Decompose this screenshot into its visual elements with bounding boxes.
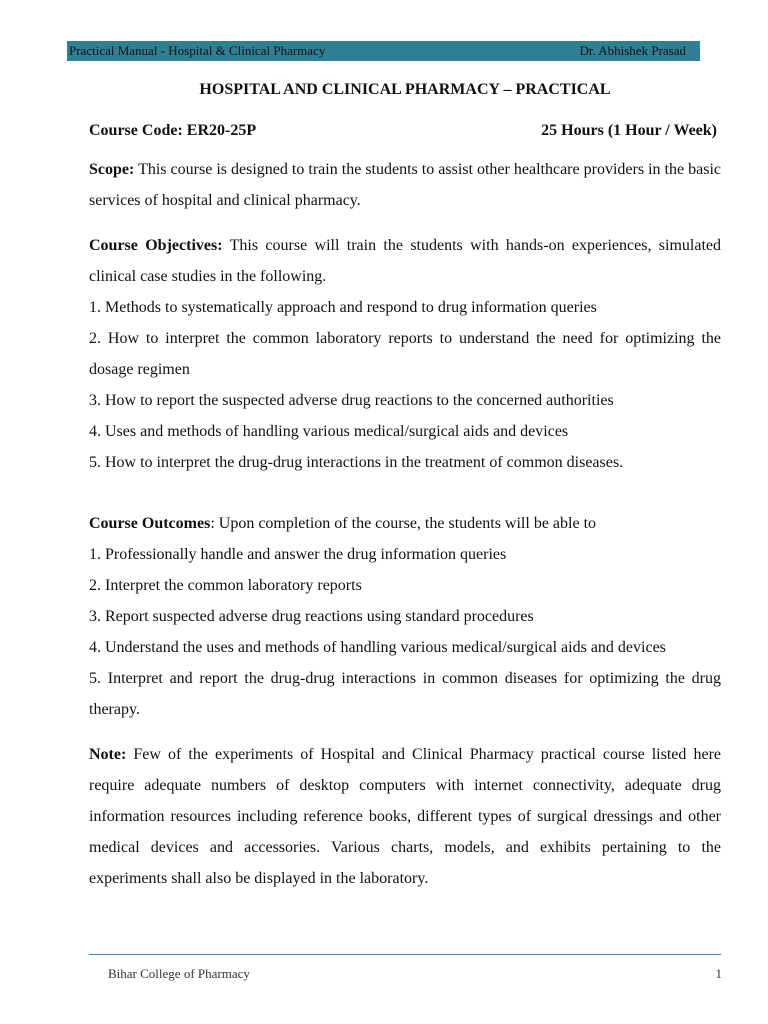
outcomes-paragraph xyxy=(89,508,721,539)
scope-text: This course is designed to train the students to assist other healthcare providers in the basic services of hospital and clinical pharmacy. xyxy=(89,161,721,209)
running-header xyxy=(67,41,700,61)
header-manual-title: Practical Manual - Hospital & Clinical Pharmacy xyxy=(69,43,326,58)
objective-item: 4. Uses and methods of handling various medical/surgical aids and devices xyxy=(89,423,569,440)
note-text: Few of the experiments of Hospital and Clinical Pharmacy practical course listed here require adequate numbers of desktop computers with internet connectivity, adequate drug information resources including reference books, different types of surgical dressings and other medical devices and accessories. Various charts, models, and exhibits pertaining to the experiments shall also be displayed in the laboratory. xyxy=(89,746,721,887)
note-label: Note: xyxy=(89,746,127,763)
page-number: 1 xyxy=(715,966,722,981)
objective-item: 5. How to interpret the drug-drug interactions in the treatment of common diseases. xyxy=(89,454,624,471)
outcome-item: 1. Professionally handle and answer the drug information queries xyxy=(89,546,507,563)
footer-divider xyxy=(89,954,721,955)
course-info-row xyxy=(89,119,721,143)
footer-college: Bihar College of Pharmacy xyxy=(108,966,250,981)
course-hours: 25 Hours (1 Hour / Week) xyxy=(541,122,717,139)
objective-item: 1. Methods to systematically approach and respond to drug information queries xyxy=(89,299,597,316)
page-body xyxy=(89,78,721,894)
scope-paragraph xyxy=(89,154,721,216)
outcome-item: 3. Report suspected adverse drug reactions using standard procedures xyxy=(89,608,534,625)
objective-item: 3. How to report the suspected adverse drug reactions to the concerned authorities xyxy=(89,392,614,409)
note-paragraph xyxy=(89,739,721,894)
header-author: Dr. Abhishek Prasad xyxy=(579,43,686,58)
objectives-paragraph xyxy=(89,230,721,292)
page-title: HOSPITAL AND CLINICAL PHARMACY – PRACTICAL xyxy=(199,81,611,98)
course-code: Course Code: ER20-25P xyxy=(89,122,257,139)
outcome-item: 2. Interpret the common laboratory reports xyxy=(89,577,362,594)
objective-item: 2. How to interpret the common laboratory reports to understand the need for optimizing the dosage regimen xyxy=(89,330,721,378)
outcomes-label: Course Outcomes xyxy=(89,515,211,532)
page-footer xyxy=(108,965,722,983)
outcomes-text: : Upon completion of the course, the students will be able to xyxy=(210,515,597,532)
scope-label: Scope: xyxy=(89,161,135,178)
objectives-text: This course will train the students with hands-on experiences, simulated clinical case studies in the following. xyxy=(89,237,722,285)
outcome-item: 5. Interpret and report the drug-drug interactions in common diseases for optimizing the drug therapy. xyxy=(89,670,721,718)
objectives-label: Course Objectives: xyxy=(89,237,223,254)
outcome-item: 4. Understand the uses and methods of handling various medical/surgical aids and devices xyxy=(89,639,666,656)
